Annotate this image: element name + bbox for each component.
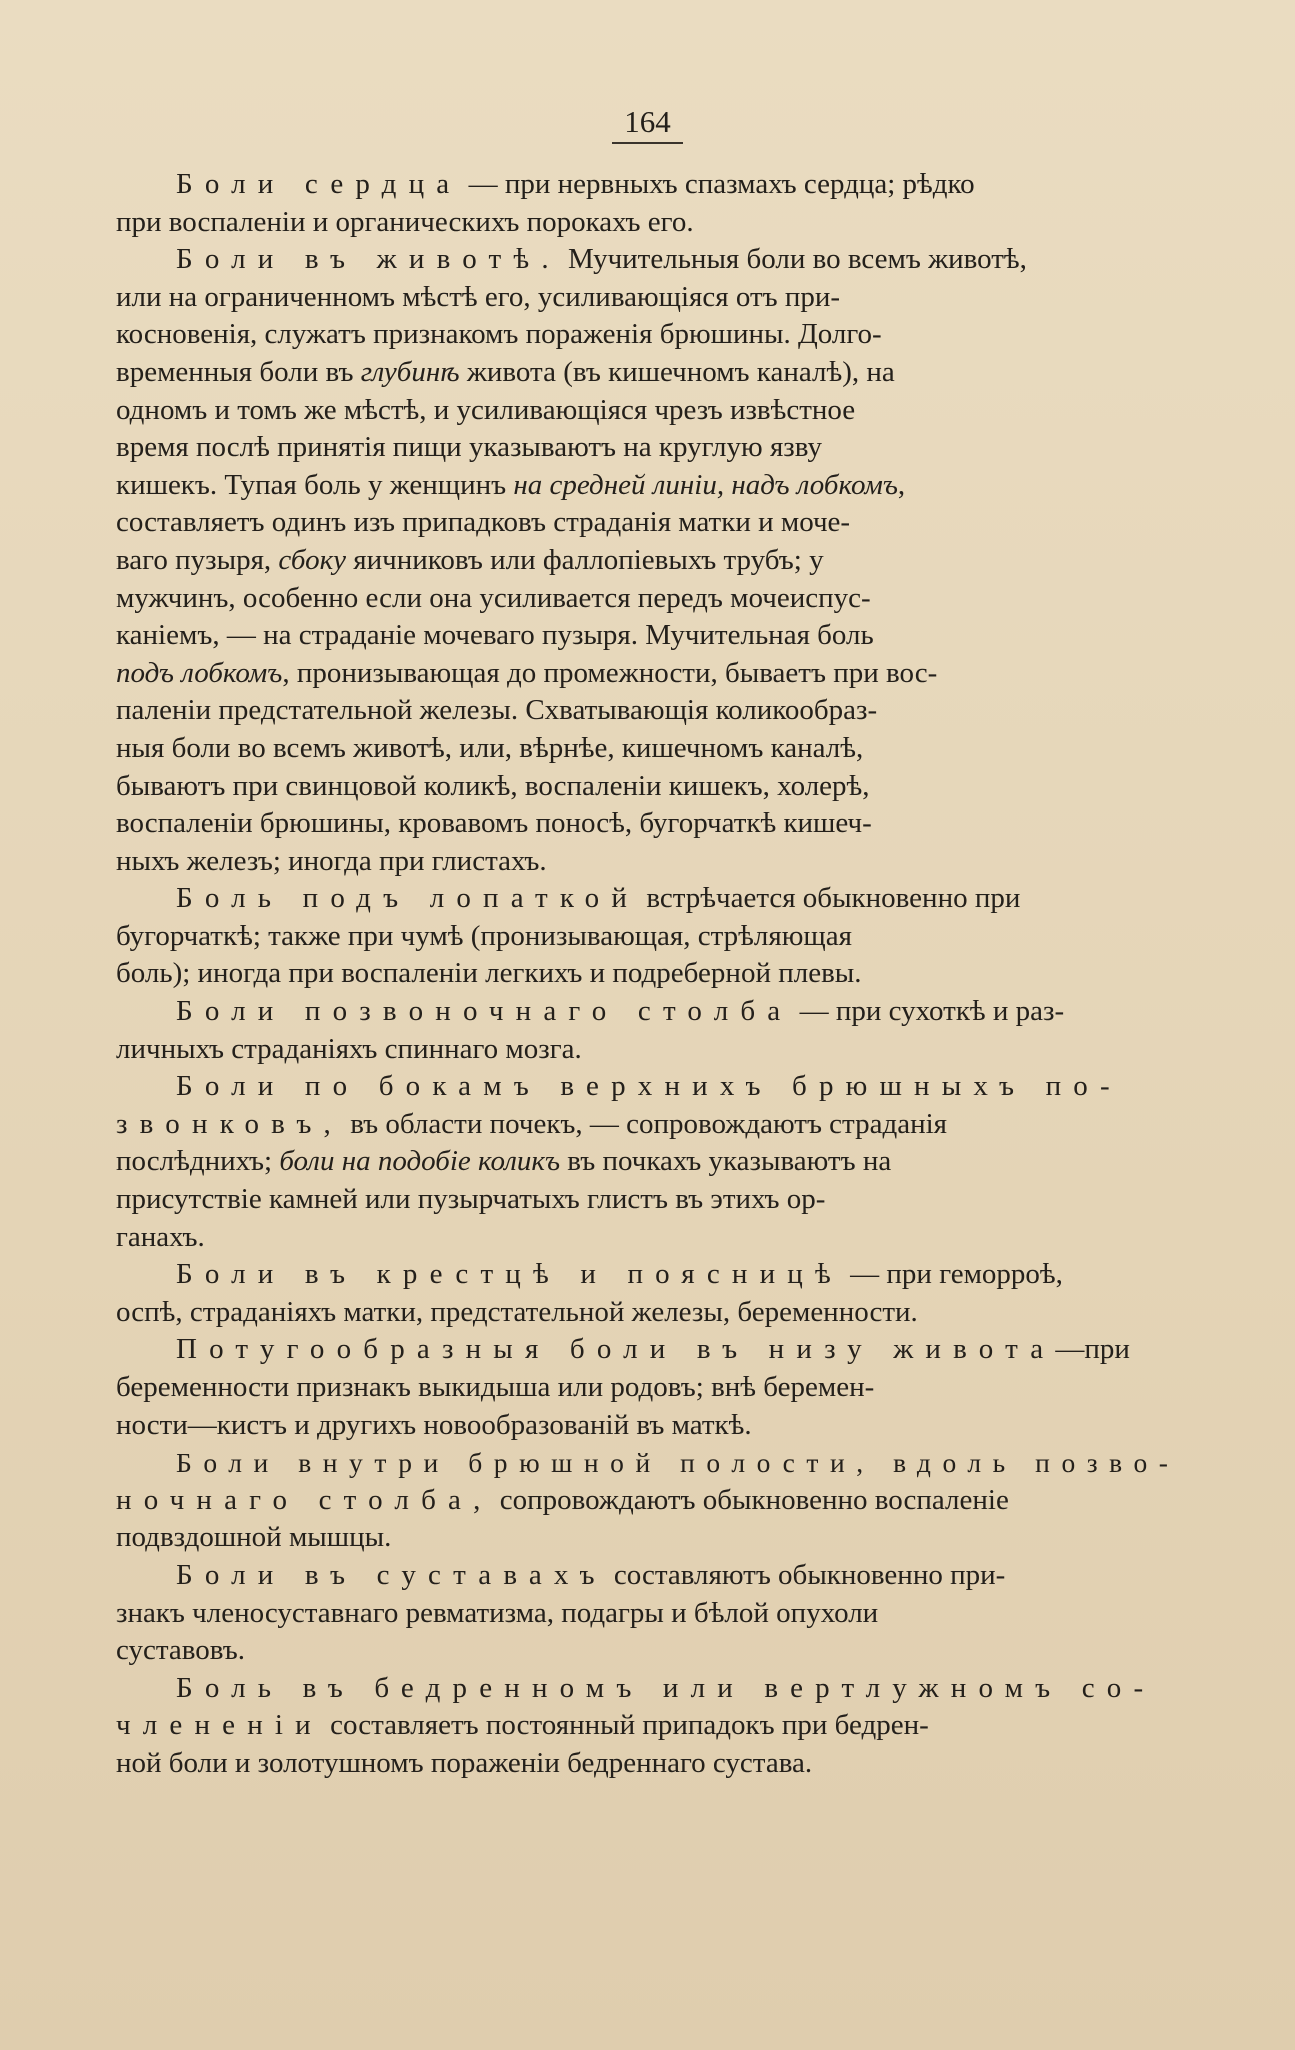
text-run: каніемъ, — на страданіе мочеваго пузыря. Мучительная боль <box>116 619 874 652</box>
text-line <box>116 1068 1190 1106</box>
text-run: бываютъ при свинцовой коликѣ, воспаленіи кишекъ, холерѣ, <box>116 769 870 802</box>
text-run: — при сухоткѣ и раз- <box>792 995 1065 1028</box>
body-text <box>116 166 1190 1783</box>
text-run: послѣднихъ; <box>116 1145 280 1178</box>
text-run: встрѣчается обыкновенно при <box>639 882 1021 915</box>
text-line <box>116 204 1190 242</box>
text-run: — при геморроѣ, <box>842 1258 1063 1291</box>
italic-text: подъ лобкомъ <box>116 656 283 689</box>
spaced-heading-text: Боли въ крестцѣ и поясницѣ <box>176 1258 843 1291</box>
text-run: ныя боли во всемъ животѣ, или, вѣрнѣе, кишечномъ каналѣ, <box>116 731 864 764</box>
text-line <box>116 1106 1190 1144</box>
page-number <box>0 104 1295 144</box>
text-run: въ почкахъ указываютъ на <box>560 1145 892 1178</box>
text-line <box>116 1181 1190 1219</box>
text-run: Мучительныя боли во всемъ животѣ, <box>560 243 1027 276</box>
text-line <box>116 1369 1190 1407</box>
text-run: мужчинъ, особенно если она усиливается передъ мочеиспус- <box>116 581 871 614</box>
text-line <box>116 655 1190 693</box>
text-line <box>116 843 1190 881</box>
text-run: ваго пузыря, <box>116 543 279 576</box>
text-run: въ области почекъ, — сопровождаютъ страданія <box>342 1107 947 1140</box>
text-line <box>116 880 1190 918</box>
text-line <box>116 1632 1190 1670</box>
text-line <box>116 768 1190 806</box>
spaced-heading-text: Потугообразныя боли въ низу живота <box>176 1333 1056 1366</box>
text-line <box>116 1031 1190 1069</box>
text-run: одномъ и томъ же мѣстѣ, и усиливающіяся чрезъ извѣстное <box>116 393 856 426</box>
text-run: ности—кистъ и другихъ новообразованій въ маткѣ. <box>116 1408 752 1441</box>
text-line <box>116 580 1190 618</box>
text-run: составляетъ постоянный припадокъ при бедрен- <box>322 1709 929 1742</box>
text-run: составляютъ обыкновенно при- <box>606 1558 1006 1591</box>
spaced-heading-text: звонковъ, <box>116 1107 343 1140</box>
spaced-heading-text: Боли по бокамъ верхнихъ брюшныхъ по- <box>176 1070 1122 1103</box>
text-run: ной боли и золотушномъ пораженіи бедреннаго сустава. <box>116 1746 813 1779</box>
text-line <box>116 542 1190 580</box>
spaced-heading-text: Боли сердца <box>176 168 462 200</box>
text-run: бугорчаткѣ; также при чумѣ (пронизывающая, стрѣляющая <box>116 919 852 952</box>
text-run: личныхъ страданіяхъ спиннаго мозга. <box>116 1032 582 1065</box>
spaced-heading-text: Боли въ суставахъ <box>176 1558 607 1591</box>
italic-text: боли на подобіе коликъ <box>279 1145 561 1178</box>
text-line <box>116 504 1190 542</box>
text-run: при воспаленіи и органическихъ порокахъ его. <box>116 205 694 238</box>
text-line <box>116 993 1190 1031</box>
text-line <box>116 617 1190 655</box>
text-line <box>116 316 1190 354</box>
text-run: кишекъ. Тупая боль у женщинъ <box>116 468 514 501</box>
text-run: косновенія, служатъ признакомъ пораженія брюшины. Долго- <box>116 318 882 351</box>
text-run: — при нервныхъ спазмахъ сердца; рѣдко <box>461 168 975 200</box>
text-run: присутствіе камней или пузырчатыхъ глистъ въ этихъ ор- <box>116 1183 826 1216</box>
text-run: временныя боли въ <box>116 355 361 388</box>
text-line <box>116 1219 1190 1257</box>
text-run: знакъ членосуставнаго ревматизма, подагры и бѣлой опухоли <box>116 1596 879 1629</box>
text-line <box>116 1557 1190 1595</box>
text-run: составляетъ одинъ изъ припадковъ страданія матки и моче- <box>116 506 851 539</box>
text-line <box>116 392 1190 430</box>
text-line <box>116 1143 1190 1181</box>
spaced-heading-text: Боль подъ лопаткой <box>176 882 640 915</box>
text-run: беременности признакъ выкидыша или родовъ; внѣ беремен- <box>116 1371 875 1403</box>
text-line <box>116 955 1190 993</box>
text-line <box>116 166 1190 204</box>
text-line <box>116 1294 1190 1332</box>
text-run: оспѣ, страданіяхъ матки, предстательной железы, беременности. <box>116 1295 918 1328</box>
italic-text: на средней линіи, надъ лобкомъ <box>513 468 898 501</box>
text-line <box>116 805 1190 843</box>
text-run: яичниковъ или фаллопіевыхъ трубъ; у <box>346 543 824 576</box>
text-line <box>116 1407 1190 1445</box>
text-line <box>116 1444 1190 1482</box>
text-line <box>116 1595 1190 1633</box>
text-line <box>116 1482 1190 1520</box>
text-line <box>116 1670 1190 1708</box>
text-run: паленіи предстательной железы. Схватывающія коликообраз- <box>116 694 878 727</box>
text-line <box>116 354 1190 392</box>
text-run: ныхъ железъ; иногда при глистахъ. <box>116 844 547 877</box>
text-line <box>116 918 1190 956</box>
italic-text: сбоку <box>278 543 347 576</box>
text-line <box>116 429 1190 467</box>
text-run: живота (въ кишечномъ каналѣ), на <box>459 355 895 388</box>
text-line <box>116 1519 1190 1557</box>
text-run: время послѣ принятія пищи указываютъ на круглую язву <box>116 431 822 464</box>
text-run: , <box>897 468 906 501</box>
spaced-heading-text: ночнаго столба, <box>116 1483 493 1516</box>
text-line <box>116 1331 1190 1369</box>
text-run: сопровождаютъ обыкновенно воспаленіе <box>492 1483 1009 1516</box>
spaced-heading-text: Боли въ животѣ. <box>176 243 561 276</box>
text-line <box>116 1256 1190 1294</box>
page-number-text: 164 <box>612 104 683 144</box>
text-run: или на ограниченномъ мѣстѣ его, усиливающіяся отъ при- <box>116 280 841 313</box>
spaced-heading-text: Боли позвоночнаго столба <box>176 995 793 1028</box>
text-run: ганахъ. <box>116 1220 205 1253</box>
italic-text: глубинѣ <box>360 355 460 388</box>
text-run: суставовъ. <box>116 1634 245 1667</box>
text-line <box>116 241 1190 279</box>
text-line <box>116 1707 1190 1745</box>
text-line <box>116 692 1190 730</box>
spaced-heading-text: Боль въ бедренномъ или вертлужномъ со- <box>176 1671 1156 1704</box>
text-line <box>116 730 1190 768</box>
spaced-heading-text: Боли внутри брюшной полости, вдоль позво- <box>176 1447 1180 1479</box>
text-line <box>116 279 1190 317</box>
text-line <box>116 467 1190 505</box>
text-line <box>116 1745 1190 1783</box>
text-run: —при <box>1055 1333 1130 1366</box>
text-run: подвздошной мышцы. <box>116 1521 392 1554</box>
text-run: , пронизывающая до промежности, бываетъ при вос- <box>282 656 938 689</box>
spaced-heading-text: члененіи <box>116 1709 323 1742</box>
text-run: боль); иногда при воспаленіи легкихъ и подреберной плевы. <box>116 957 862 990</box>
text-run: воспаленіи брюшины, кровавомъ поносѣ, бугорчаткѣ кишеч- <box>116 807 872 840</box>
